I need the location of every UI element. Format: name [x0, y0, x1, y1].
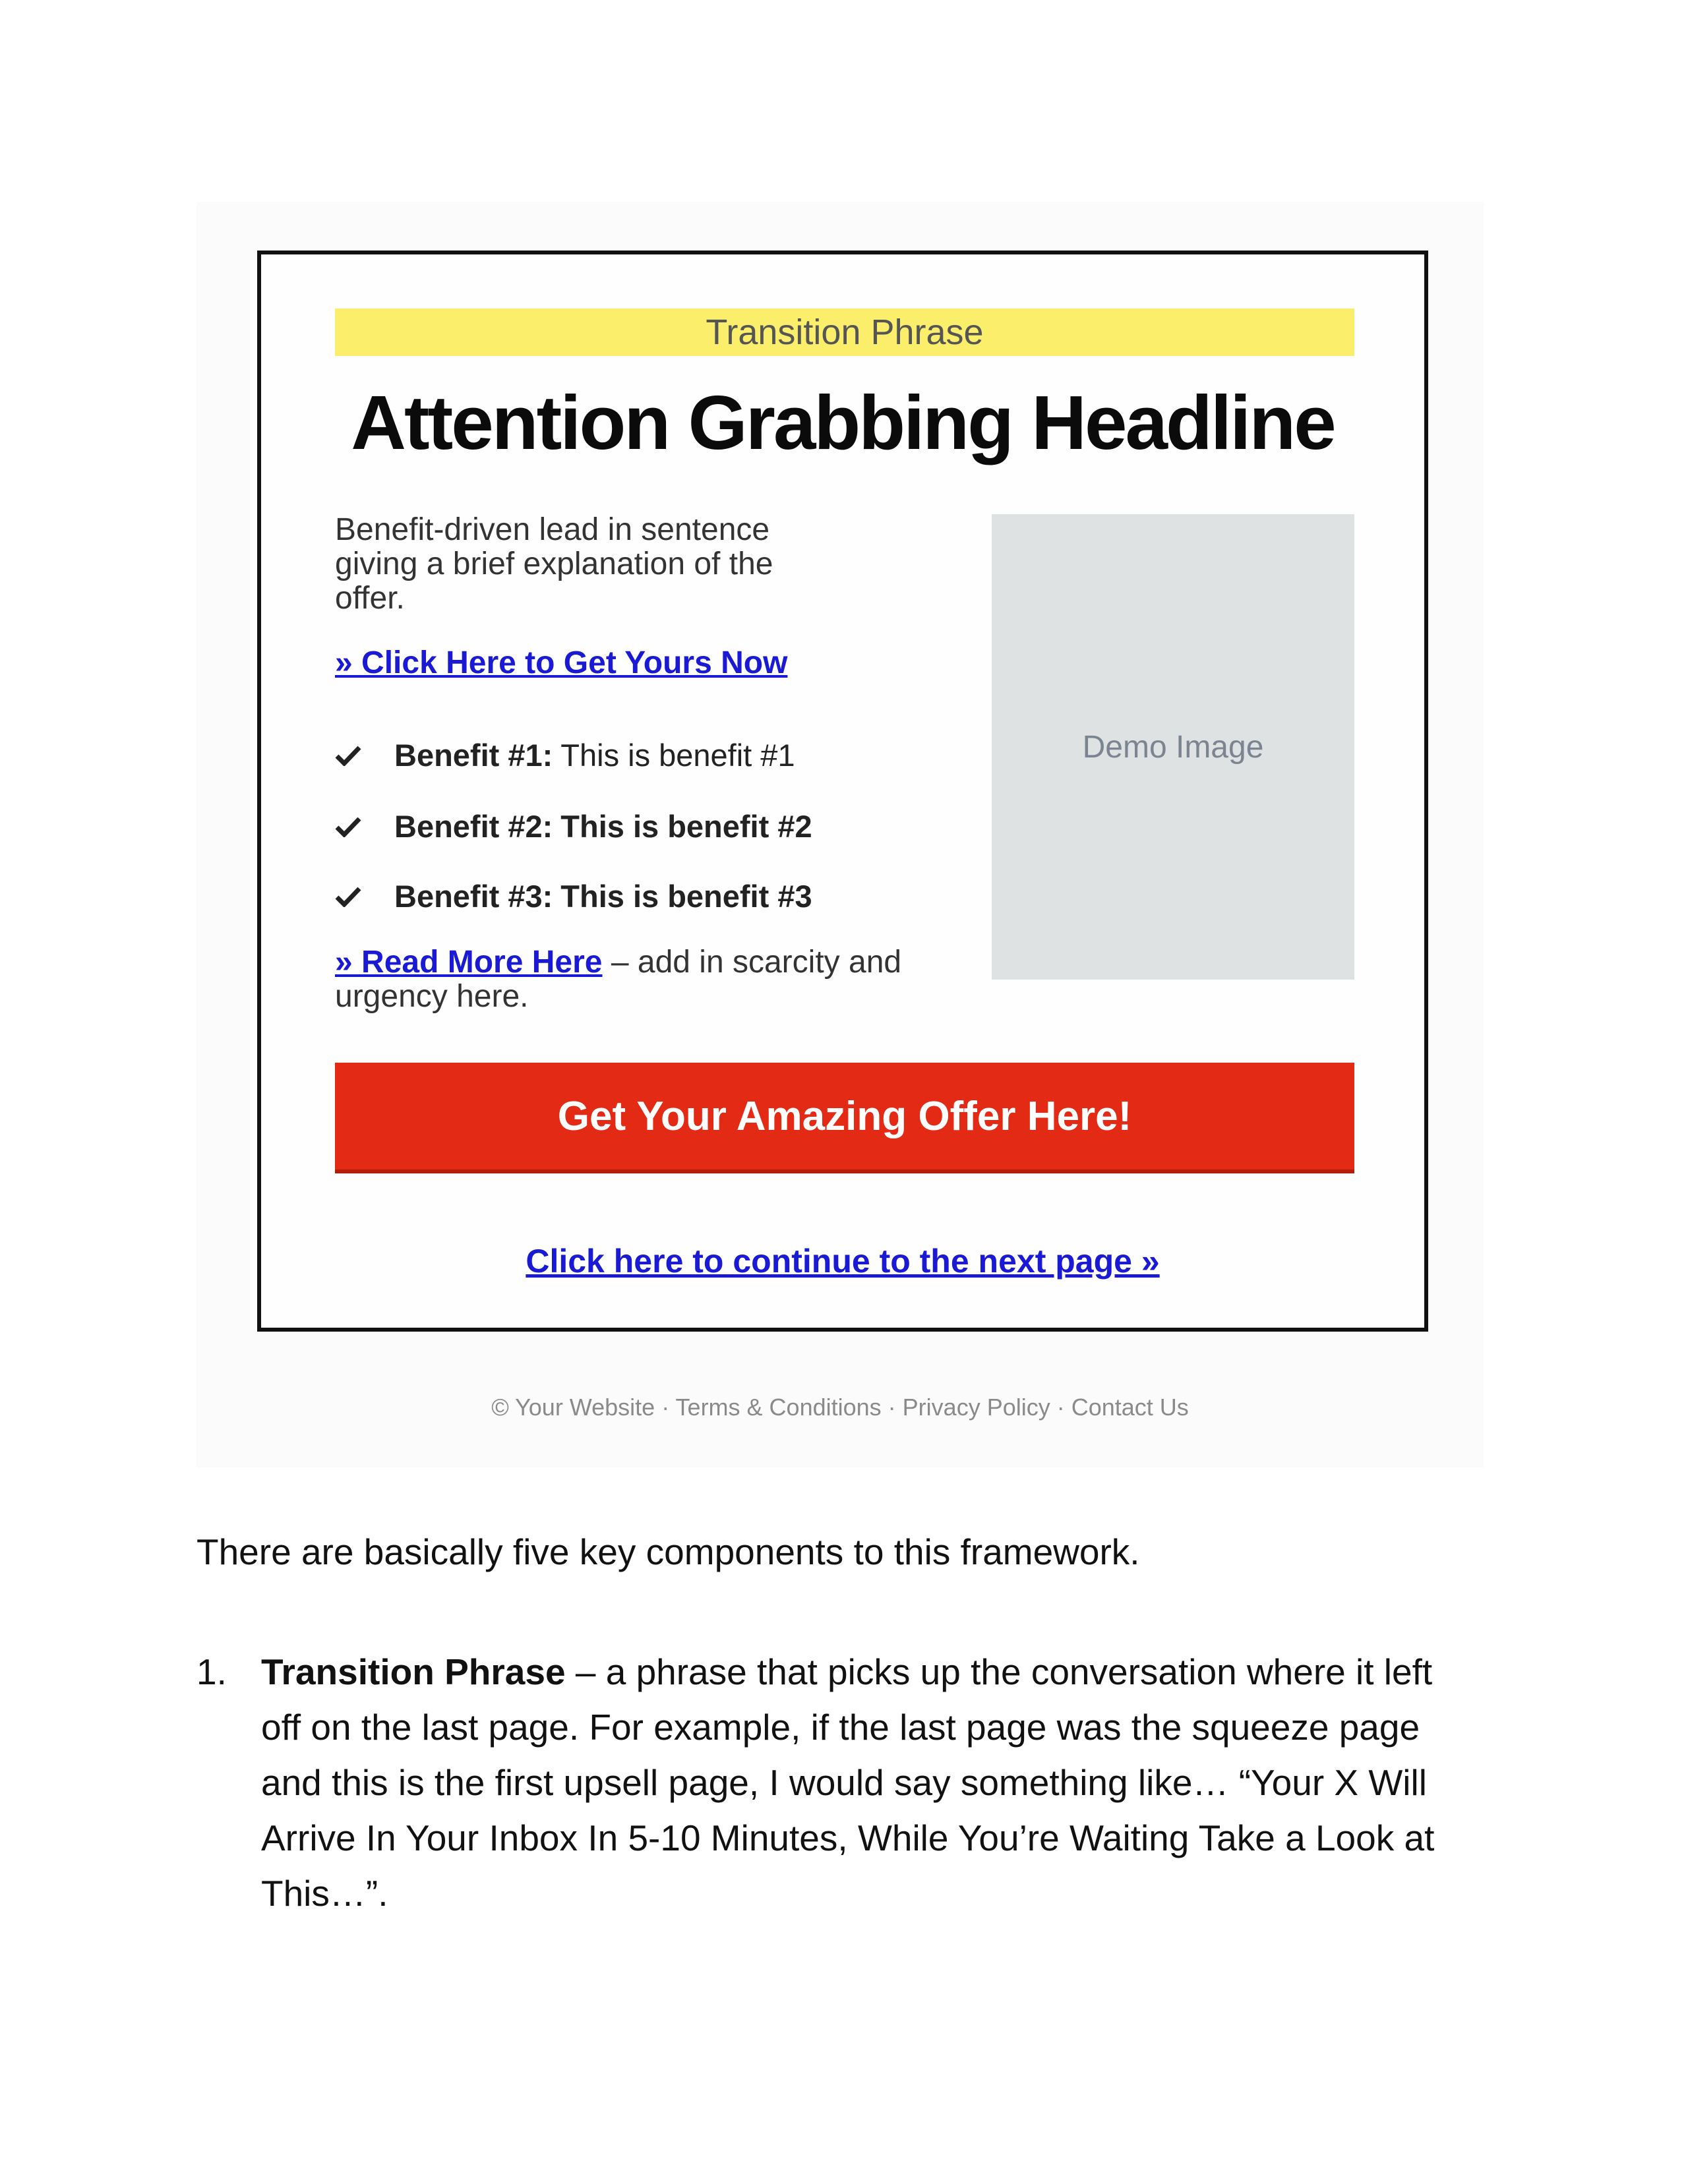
read-more-paragraph: [335, 945, 915, 1014]
list-item-term: Transition Phrase: [261, 1651, 566, 1692]
footer-contact-link[interactable]: Contact Us: [1071, 1394, 1189, 1421]
transition-phrase-bar: Transition Phrase: [335, 309, 1354, 356]
benefit-label: Benefit #2:: [394, 809, 553, 844]
continue-next-page-link[interactable]: Click here to continue to the next page »: [526, 1243, 1160, 1280]
checkmark-icon: [335, 807, 367, 846]
checkmark-icon: [335, 736, 367, 775]
get-offer-button[interactable]: Get Your Amazing Offer Here!: [335, 1063, 1354, 1173]
benefit-item: [335, 807, 820, 846]
benefit-text: This is benefit #2: [560, 809, 812, 844]
footer-separator: ·: [1050, 1394, 1071, 1421]
footer-separator: ·: [655, 1394, 676, 1421]
demo-image-label: Demo Image: [1082, 729, 1264, 765]
lead-text: Benefit-driven lead in sentence giving a brief explanation of the offer.: [335, 512, 773, 616]
benefit-item: [335, 736, 795, 775]
landing-page-mockup: [196, 202, 1484, 1467]
mockup-footer: [196, 1394, 1484, 1421]
intro-paragraph: There are basically five key components to this framework.: [196, 1531, 1140, 1572]
list-number: 1.: [196, 1651, 227, 1692]
get-yours-link[interactable]: » Click Here to Get Yours Now: [335, 645, 788, 680]
footer-separator: ·: [881, 1394, 903, 1421]
footer-privacy-link[interactable]: Privacy Policy: [902, 1394, 1050, 1421]
benefit-text: This is benefit #3: [560, 879, 812, 914]
checkmark-icon: [335, 877, 367, 916]
list-item: [196, 1644, 1476, 1921]
read-more-link[interactable]: » Read More Here: [335, 945, 603, 980]
read-more-suffix: – add in scarcity and urgency here.: [335, 945, 902, 1014]
footer-copyright: © Your Website: [491, 1394, 655, 1421]
demo-image-placeholder: [992, 514, 1354, 980]
benefit-label: Benefit #3:: [394, 879, 553, 914]
next-page-link-row: [261, 1242, 1424, 1280]
footer-terms-link[interactable]: Terms & Conditions: [675, 1394, 882, 1421]
list-item-text: [261, 1644, 1476, 1921]
list-item-description: – a phrase that picks up the conversation where it left off on the last page. For example, if the last page was the squeeze page and this is the first upsell page, I would say something like… “Your X Will Arrive In Your Inbox In 5-10 Minutes, While You’re Waiting Take a Look at This…”.: [261, 1651, 1435, 1914]
benefit-text: This is benefit #1: [560, 738, 795, 773]
benefit-item: [335, 877, 820, 916]
mockup-frame: [257, 251, 1428, 1332]
benefit-label: Benefit #1:: [394, 738, 553, 773]
headline: Attention Grabbing Headline: [351, 380, 1335, 465]
